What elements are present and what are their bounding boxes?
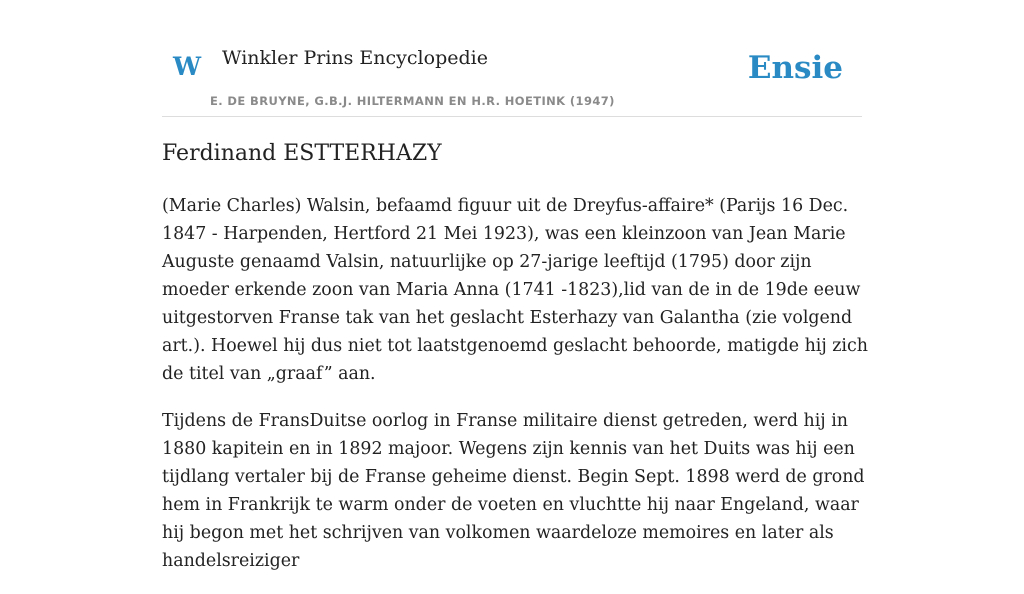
winkler-prins-logo[interactable]: W — [173, 52, 202, 81]
article-title: Ferdinand ESTTERHAZY — [162, 141, 442, 166]
site-header — [162, 30, 862, 117]
article-body — [162, 192, 868, 594]
ensie-logo[interactable]: Ensie — [747, 50, 843, 86]
article-paragraph-1: (Marie Charles) Walsin, befaamd figuur uit de Dreyfus-affaire* (Parijs 16 Dec. 1847 - Harpenden, Hertford 21 Mei 1923), was een kleinzoon van Jean Marie Auguste genaamd Valsin, natuurlijke op 27-jarige leeftijd (1795) door zijn moeder erkende zoon van Maria Anna (1741 -1823),lid van de in de 19de eeuw uitgestorven Franse tak van het geslacht Esterhazy van Galantha (zie volgend art.). Hoewel hij dus niet tot laatstgenoemd geslacht behoorde, matigde hij zich de titel van „graaf” aan. — [162, 196, 868, 384]
article-paragraph-2: Tijdens de FransDuitse oorlog in Franse militaire dienst getreden, werd hij in 1880 kapitein en in 1892 majoor. Wegens zijn kennis van het Duits was hij een tijdlang vertaler bij de Franse geheime dienst. Begin Sept. 1898 werd de grond hem in Frankrijk te warm onder de voeten en vluchtte hij naar Engeland, waar hij begon met het schrijven van volkomen waardeloze memoires en later als handelsreiziger — [162, 411, 865, 571]
byline: E. DE BRUYNE, G.B.J. HILTERMANN EN H.R. HOETINK (1947) — [210, 94, 615, 108]
site-title[interactable]: Winkler Prins Encyclopedie — [222, 47, 488, 69]
